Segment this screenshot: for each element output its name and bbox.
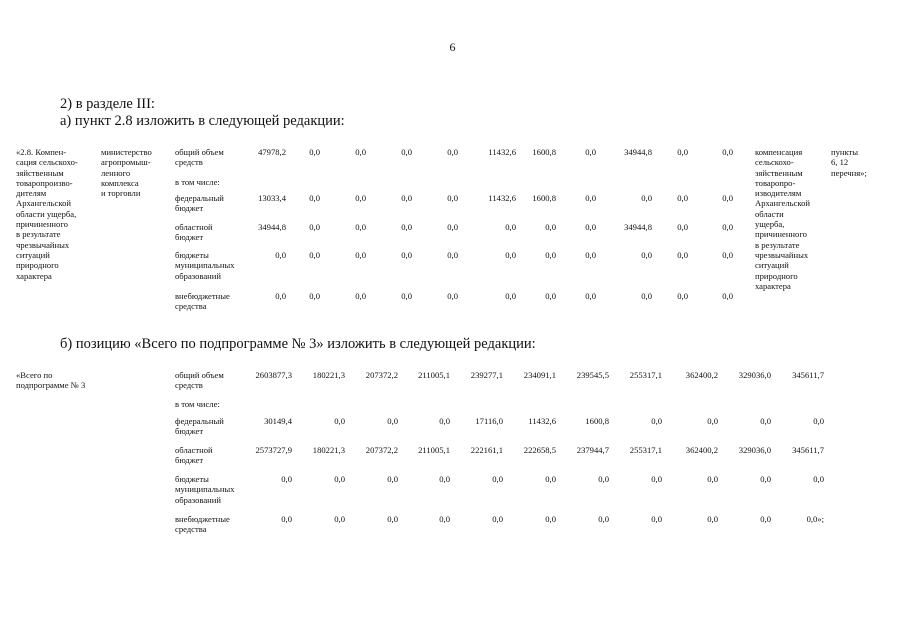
value-cell: 0,0 xyxy=(401,193,412,203)
source-label: бюджеты муниципальных образований xyxy=(175,474,235,505)
value-cell: 0,0 xyxy=(722,291,733,301)
value-cell: 0,0 xyxy=(355,222,366,232)
value-cell: 255317,1 xyxy=(629,370,662,380)
value-cell: 0,0 xyxy=(275,250,286,260)
value-cell: 180221,3 xyxy=(312,370,345,380)
value-cell: 0,0 xyxy=(439,474,450,484)
value-cell: 0,0 xyxy=(309,250,320,260)
value-cell: 47978,2 xyxy=(258,147,286,157)
value-cell: 0,0 xyxy=(275,291,286,301)
value-cell: 0,0 xyxy=(447,291,458,301)
value-cell: 0,0 xyxy=(309,193,320,203)
value-cell: 0,0 xyxy=(387,474,398,484)
value-cell: 1600,8 xyxy=(532,147,556,157)
value-cell: 0,0 xyxy=(722,250,733,260)
source-label: внебюджетные средства xyxy=(175,514,230,535)
value-cell: 0,0 xyxy=(401,147,412,157)
value-cell: 0,0 xyxy=(545,222,556,232)
value-cell: 0,0 xyxy=(598,514,609,524)
value-cell: 0,0 xyxy=(585,193,596,203)
value-cell: 0,0 xyxy=(760,416,771,426)
value-cell: 0,0 xyxy=(309,222,320,232)
value-cell: 0,0 xyxy=(447,250,458,260)
source-label: федеральный бюджет xyxy=(175,193,224,214)
value-cell: 0,0 xyxy=(707,514,718,524)
value-cell: 0,0 xyxy=(651,474,662,484)
source-label: внебюджетные средства xyxy=(175,291,230,312)
value-cell: 0,0 xyxy=(722,147,733,157)
value-cell: 0,0 xyxy=(651,416,662,426)
value-cell: 0,0 xyxy=(677,250,688,260)
value-cell: 0,0 xyxy=(677,193,688,203)
value-cell: 34944,8 xyxy=(624,147,652,157)
value-cell: 0,0 xyxy=(439,514,450,524)
value-cell: 362400,2 xyxy=(685,445,718,455)
value-cell: 0,0 xyxy=(447,222,458,232)
value-cell: 0,0 xyxy=(641,291,652,301)
value-cell: 0,0 xyxy=(387,514,398,524)
value-cell: 239545,5 xyxy=(576,370,609,380)
executor-column: министерство агропромыш- ленного комплекса и торговли xyxy=(101,147,152,199)
value-cell: 34944,8 xyxy=(624,222,652,232)
item-column: «2.8. Компен- сация сельскохо- зяйственным товаропроизво- дителям Архангельской области ущерба, причиненного в результате чрезвычайных ситуаций природного характера xyxy=(16,147,78,281)
source-label: областной бюджет xyxy=(175,445,213,466)
source-label: общий объем средств xyxy=(175,147,224,168)
value-cell: 0,0 xyxy=(677,222,688,232)
value-cell: 0,0 xyxy=(355,250,366,260)
value-cell: 0,0 xyxy=(355,193,366,203)
value-cell: 0,0 xyxy=(447,147,458,157)
value-cell: 0,0 xyxy=(722,222,733,232)
value-cell: 2573727,9 xyxy=(255,445,292,455)
reference-column: пункты 6, 12 перечня»; xyxy=(831,147,867,178)
value-cell: 0,0 xyxy=(439,416,450,426)
value-cell: 234091,1 xyxy=(523,370,556,380)
value-cell: 0,0 xyxy=(492,514,503,524)
value-cell: 0,0 xyxy=(760,474,771,484)
source-label: бюджеты муниципальных образований xyxy=(175,250,235,281)
value-cell: 329036,0 xyxy=(738,445,771,455)
value-cell: 0,0 xyxy=(677,291,688,301)
value-cell: 0,0 xyxy=(585,222,596,232)
value-cell: 237944,7 xyxy=(576,445,609,455)
value-cell: 0,0 xyxy=(641,193,652,203)
value-cell: 34944,8 xyxy=(258,222,286,232)
value-cell: 11432,6 xyxy=(488,147,516,157)
value-cell: 0,0 xyxy=(309,291,320,301)
value-cell: 0,0 xyxy=(651,514,662,524)
value-cell: 0,0 xyxy=(401,222,412,232)
value-cell: 329036,0 xyxy=(738,370,771,380)
value-cell: 0,0 xyxy=(707,474,718,484)
value-cell: 0,0 xyxy=(677,147,688,157)
value-cell: 0,0 xyxy=(585,147,596,157)
value-cell: 0,0 xyxy=(334,416,345,426)
value-cell: 0,0 xyxy=(334,514,345,524)
value-cell: 0,0 xyxy=(401,250,412,260)
value-cell: 17116,0 xyxy=(475,416,503,426)
value-cell: 0,0 xyxy=(334,474,345,484)
value-cell: 0,0 xyxy=(281,514,292,524)
value-cell: 207372,2 xyxy=(365,445,398,455)
section-heading: 2) в разделе III: xyxy=(60,96,155,112)
value-cell: 0,0 xyxy=(447,193,458,203)
value-cell: 0,0 xyxy=(545,474,556,484)
value-cell: 239277,1 xyxy=(470,370,503,380)
value-cell: 0,0 xyxy=(505,291,516,301)
value-cell: 0,0 xyxy=(760,514,771,524)
heading-a: а) пункт 2.8 изложить в следующей редакции: xyxy=(60,113,345,129)
value-cell: 0,0 xyxy=(355,291,366,301)
value-cell: 0,0 xyxy=(355,147,366,157)
value-cell: 207372,2 xyxy=(365,370,398,380)
value-cell: 11432,6 xyxy=(528,416,556,426)
value-cell: 0,0 xyxy=(505,222,516,232)
value-cell: 0,0»; xyxy=(806,514,824,524)
value-cell: 11432,6 xyxy=(488,193,516,203)
source-label: в том числе: xyxy=(175,177,220,187)
value-cell: 0,0 xyxy=(813,416,824,426)
value-cell: 362400,2 xyxy=(685,370,718,380)
value-cell: 0,0 xyxy=(309,147,320,157)
value-cell: 0,0 xyxy=(722,193,733,203)
source-label: федеральный бюджет xyxy=(175,416,224,437)
value-cell: 0,0 xyxy=(387,416,398,426)
value-cell: 222658,5 xyxy=(523,445,556,455)
value-cell: 1600,8 xyxy=(532,193,556,203)
value-cell: 0,0 xyxy=(505,250,516,260)
value-cell: 0,0 xyxy=(813,474,824,484)
value-cell: 0,0 xyxy=(281,474,292,484)
value-cell: 0,0 xyxy=(492,474,503,484)
source-label: в том числе: xyxy=(175,399,220,409)
heading-b: б) позицию «Всего по подпрограмме № 3» изложить в следующей редакции: xyxy=(60,336,536,352)
value-cell: 222161,1 xyxy=(470,445,503,455)
value-cell: 180221,3 xyxy=(312,445,345,455)
page-number: 6 xyxy=(449,40,456,54)
value-cell: 255317,1 xyxy=(629,445,662,455)
value-cell: 0,0 xyxy=(401,291,412,301)
value-cell: 211005,1 xyxy=(418,370,450,380)
value-cell: 0,0 xyxy=(598,474,609,484)
source-label: общий объем средств xyxy=(175,370,224,391)
value-cell: 0,0 xyxy=(641,250,652,260)
value-cell: 0,0 xyxy=(545,291,556,301)
value-cell: 0,0 xyxy=(585,291,596,301)
value-cell: 0,0 xyxy=(707,416,718,426)
value-cell: 30149,4 xyxy=(264,416,292,426)
value-cell: 345611,7 xyxy=(792,370,824,380)
value-cell: 345611,7 xyxy=(792,445,824,455)
value-cell: 13033,4 xyxy=(258,193,286,203)
value-cell: 0,0 xyxy=(545,250,556,260)
result-column: компенсация сельскохо- зяйственным товаропро- изводителям Архангельской области ущерба, причиненного в результате чрезвычайных ситуаций природного характера xyxy=(755,147,810,291)
value-cell: 0,0 xyxy=(585,250,596,260)
value-cell: 1600,8 xyxy=(585,416,609,426)
value-cell: 211005,1 xyxy=(418,445,450,455)
item-column: «Всего по подпрограмме № 3 xyxy=(16,370,86,391)
value-cell: 0,0 xyxy=(545,514,556,524)
source-label: областной бюджет xyxy=(175,222,213,243)
value-cell: 2603877,3 xyxy=(255,370,292,380)
